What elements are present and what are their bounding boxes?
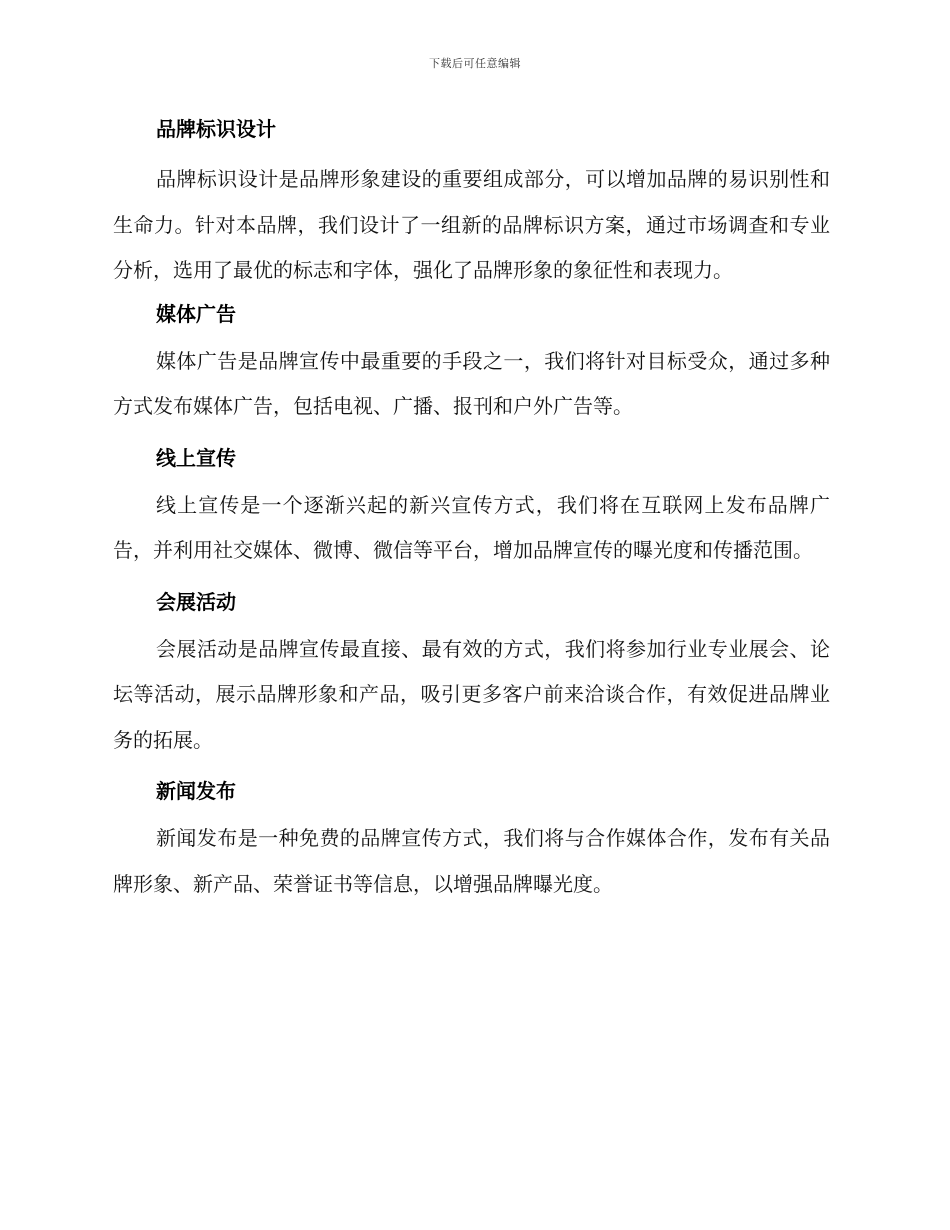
section-heading: 品牌标识设计 xyxy=(156,117,276,141)
section-press-release xyxy=(113,775,830,907)
section-paragraph: 新闻发布是一种免费的品牌宣传方式，我们将与合作媒体合作，发布有关品牌形象、新产品、荣誉证书等信息，以增强品牌曝光度。 xyxy=(113,826,830,896)
section-heading: 媒体广告 xyxy=(156,301,236,326)
section-brand-identity xyxy=(113,113,830,294)
document-content xyxy=(113,113,830,907)
section-paragraph: 媒体广告是品牌宣传中最重要的手段之一，我们将针对目标受众，通过多种方式发布媒体广告，包括电视、广播、报刊和户外广告等。 xyxy=(113,348,830,418)
section-exhibition-events xyxy=(113,586,830,764)
section-media-advertising xyxy=(113,298,830,430)
section-paragraph: 品牌标识设计是品牌形象建设的重要组成部分，可以增加品牌的易识别性和生命力。针对本品牌，我们设计了一组新的品牌标识方案，通过市场调查和专业分析，选用了最优的标志和字体，强化了品牌形象的象征性和表现力。 xyxy=(113,167,830,282)
section-online-promotion xyxy=(113,442,830,574)
section-heading: 线上宣传 xyxy=(156,445,236,470)
section-paragraph: 会展活动是品牌宣传最直接、最有效的方式，我们将参加行业专业展会、论坛等活动，展示品牌形象和产品，吸引更多客户前来洽谈合作，有效促进品牌业务的拓展。 xyxy=(113,636,830,752)
section-paragraph: 线上宣传是一个逐渐兴起的新兴宣传方式，我们将在互联网上发布品牌广告，并利用社交媒体、微博、微信等平台，增加品牌宣传的曝光度和传播范围。 xyxy=(113,492,830,562)
section-heading: 会展活动 xyxy=(156,589,236,614)
section-heading: 新闻发布 xyxy=(156,779,236,803)
page-header: 下载后可任意编辑 xyxy=(429,57,521,70)
